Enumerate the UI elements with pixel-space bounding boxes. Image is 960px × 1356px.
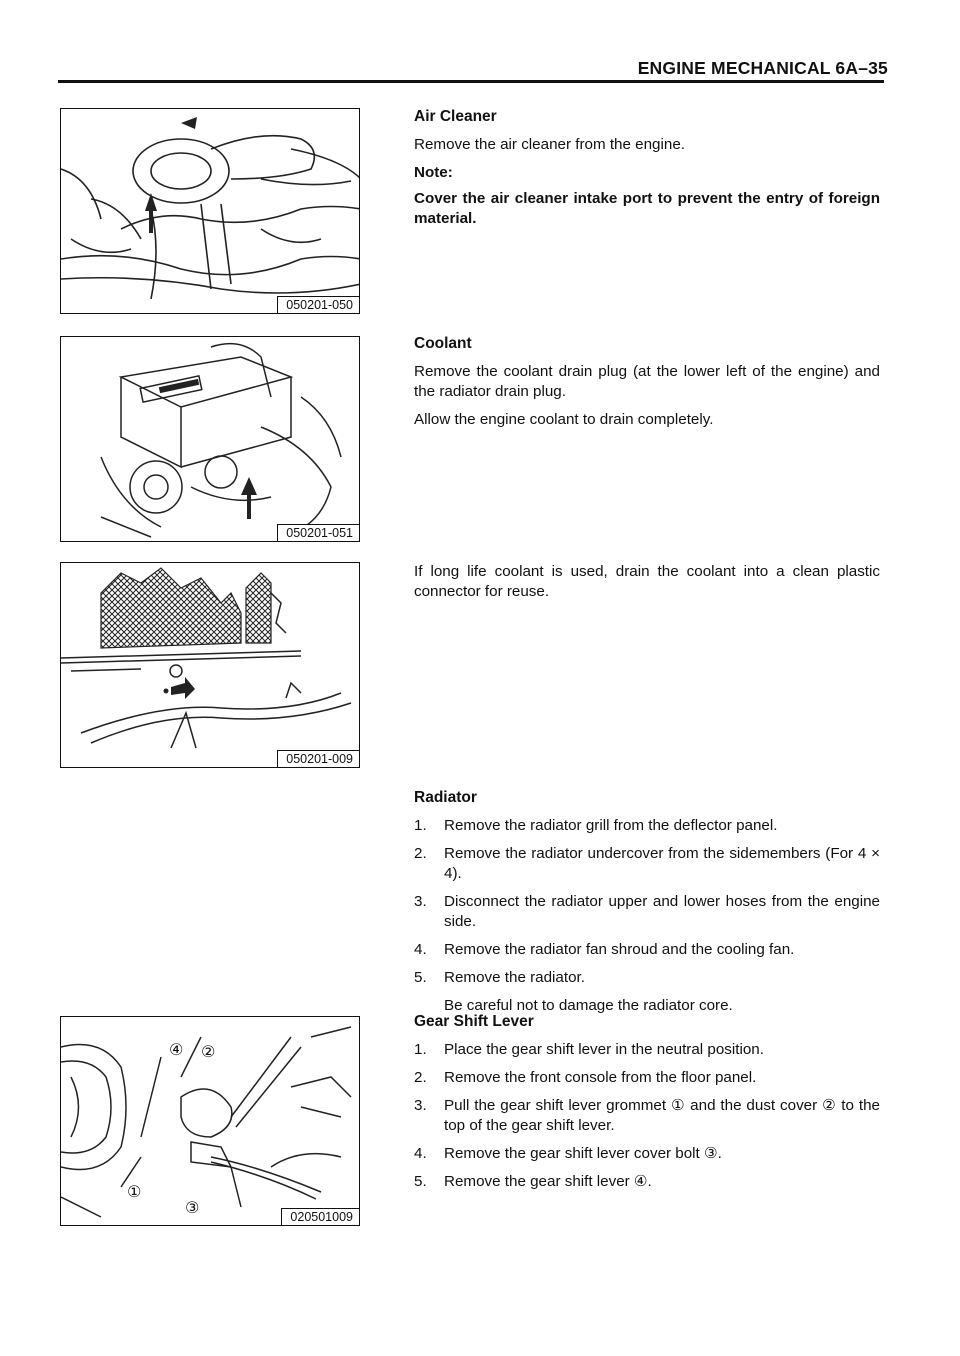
gear-shift-step xyxy=(414,1172,880,1192)
radiator-step xyxy=(414,968,880,1016)
step-text: Place the gear shift lever in the neutral position. xyxy=(444,1041,764,1058)
section-coolant xyxy=(414,334,880,438)
step-text: Remove the radiator. xyxy=(444,969,585,986)
radiator-step xyxy=(414,844,880,884)
note-text: Cover the air cleaner intake port to prevent the entry of foreign material. xyxy=(414,190,880,227)
section-title-air-cleaner: Air Cleaner xyxy=(414,108,497,125)
gear-shift-step xyxy=(414,1068,880,1088)
figure-id-020501009: 020501009 xyxy=(281,1208,359,1225)
section-title-gear-shift-lever: Gear Shift Lever xyxy=(414,1013,534,1030)
air-cleaner-illustration xyxy=(61,109,359,313)
callout-2: ② xyxy=(201,1042,216,1061)
callout-4: ④ xyxy=(169,1040,184,1059)
step-text: Remove the gear shift lever cover bolt ③. xyxy=(444,1145,722,1162)
step-text: Remove the gear shift lever ④. xyxy=(444,1173,652,1190)
callout-1: ① xyxy=(127,1182,142,1201)
air-cleaner-text: Remove the air cleaner from the engine. xyxy=(414,136,685,153)
step-number: 4. xyxy=(414,1145,427,1162)
step-number: 5. xyxy=(414,969,427,986)
radiator-step xyxy=(414,940,880,960)
gear-shift-step xyxy=(414,1040,880,1060)
engine-illustration xyxy=(61,337,359,541)
figure-radiator-drain xyxy=(60,562,360,768)
step-text: Pull the gear shift lever grommet ① and the dust cover ② to the top of the gear shift lever. xyxy=(444,1097,880,1134)
step-number: 2. xyxy=(414,1069,427,1086)
radiator-illustration xyxy=(61,563,359,767)
figure-air-cleaner xyxy=(60,108,360,314)
section-radiator xyxy=(414,788,880,1024)
section-coolant-reuse xyxy=(414,562,880,610)
step-number: 3. xyxy=(414,1097,427,1114)
step-number: 1. xyxy=(414,1041,427,1058)
note-label: Note: xyxy=(414,164,453,181)
step-number: 1. xyxy=(414,817,427,834)
figure-id-050201-009: 050201-009 xyxy=(277,750,359,767)
gear-shift-step xyxy=(414,1144,880,1164)
section-title-coolant: Coolant xyxy=(414,335,472,352)
page-header-title: ENGINE MECHANICAL 6A–35 xyxy=(637,58,888,78)
gear-shift-step xyxy=(414,1096,880,1136)
header-rule xyxy=(58,80,884,83)
figure-id-050201-051: 050201-051 xyxy=(277,524,359,541)
step-number: 2. xyxy=(414,845,427,862)
section-title-radiator: Radiator xyxy=(414,789,477,806)
coolant-paragraph-3: If long life coolant is used, drain the coolant into a clean plastic connector for reuse. xyxy=(414,563,880,600)
step-text: Remove the radiator grill from the deflector panel. xyxy=(444,817,778,834)
figure-gear-shift-lever xyxy=(60,1016,360,1226)
gear-shift-illustration xyxy=(61,1017,359,1225)
step-number: 4. xyxy=(414,941,427,958)
step-text: Disconnect the radiator upper and lower hoses from the engine side. xyxy=(444,893,880,930)
coolant-paragraph-1: Remove the coolant drain plug (at the lower left of the engine) and the radiator drain plug. xyxy=(414,363,880,400)
figure-id-050201-050: 050201-050 xyxy=(277,296,359,313)
radiator-step xyxy=(414,892,880,932)
step-text: Remove the radiator undercover from the sidemembers (For 4 × 4). xyxy=(444,845,880,882)
step-number: 3. xyxy=(414,893,427,910)
section-air-cleaner xyxy=(414,107,880,237)
step-extra-note: Be careful not to damage the radiator core. xyxy=(444,997,733,1014)
callout-3: ③ xyxy=(185,1198,200,1217)
figure-coolant-drain xyxy=(60,336,360,542)
coolant-paragraph-2: Allow the engine coolant to drain completely. xyxy=(414,411,714,428)
step-text: Remove the front console from the floor panel. xyxy=(444,1069,757,1086)
step-number: 5. xyxy=(414,1173,427,1190)
section-gear-shift-lever xyxy=(414,1012,880,1200)
step-text: Remove the radiator fan shroud and the cooling fan. xyxy=(444,941,795,958)
radiator-step xyxy=(414,816,880,836)
